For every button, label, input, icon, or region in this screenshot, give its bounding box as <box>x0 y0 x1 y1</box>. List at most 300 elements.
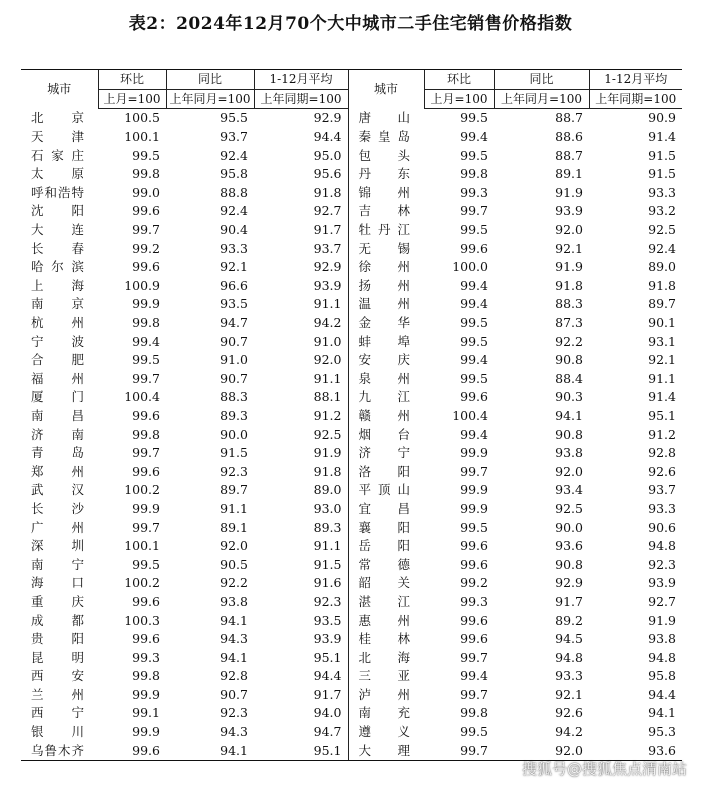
cell-city-left: 兰州 <box>31 686 84 702</box>
cell-avg-left: 92.3 <box>313 593 342 609</box>
cell-city-right: 惠州 <box>348 611 424 630</box>
table-row <box>21 518 682 537</box>
cell-city-right: 洛阳 <box>348 462 424 481</box>
cell-yoy-left: 93.7 <box>220 129 248 145</box>
table-row <box>21 462 682 481</box>
cell-mom-left: 99.6 <box>132 463 160 479</box>
cell-avg-right: 92.8 <box>648 445 676 461</box>
cell-avg-right: 93.2 <box>648 203 676 219</box>
table-row <box>21 667 682 686</box>
cell-city-right: 平顶山 <box>348 481 424 500</box>
cell-mom-right: 99.5 <box>460 315 488 331</box>
table-row <box>21 128 682 147</box>
cell-yoy-left: 90.5 <box>220 556 248 572</box>
cell-city-right: 岳阳 <box>348 537 424 556</box>
cell-yoy-right: 93.9 <box>555 203 583 219</box>
cell-yoy-left: 91.0 <box>220 352 248 368</box>
cell-avg-left: 89.0 <box>313 482 342 498</box>
cell-city-left: 重庆 <box>31 593 84 609</box>
cell-avg-left: 91.0 <box>313 333 342 349</box>
cell-yoy-left: 88.8 <box>220 184 248 200</box>
cell-yoy-left: 92.3 <box>220 463 248 479</box>
cell-avg-right: 94.4 <box>648 686 676 702</box>
cell-avg-right: 91.2 <box>648 426 676 442</box>
cell-avg-left: 91.8 <box>313 463 342 479</box>
header-avg-2: 1-12月平均 <box>589 70 682 90</box>
cell-city-right: 韶关 <box>348 574 424 593</box>
cell-city-left: 西宁 <box>31 705 84 721</box>
header-mom-base: 上月=100 <box>98 89 166 109</box>
cell-yoy-right: 92.1 <box>555 240 583 256</box>
cell-city-left: 长春 <box>31 240 84 256</box>
table-row <box>21 723 682 742</box>
cell-yoy-right: 90.8 <box>555 352 583 368</box>
header-mom: 环比 <box>98 70 166 90</box>
cell-avg-right: 93.3 <box>648 184 676 200</box>
cell-yoy-right: 91.9 <box>555 184 583 200</box>
cell-yoy-right: 90.3 <box>555 389 583 405</box>
cell-mom-left: 99.9 <box>132 686 160 702</box>
cell-mom-right: 99.5 <box>460 147 488 163</box>
table-row <box>21 370 682 389</box>
cell-city-right: 遵义 <box>348 723 424 742</box>
cell-avg-right: 92.7 <box>648 593 676 609</box>
cell-avg-right: 92.3 <box>648 556 676 572</box>
cell-yoy-left: 95.5 <box>220 110 248 126</box>
cell-avg-left: 95.1 <box>313 649 342 665</box>
table-row <box>21 444 682 463</box>
cell-mom-left: 99.8 <box>132 426 160 442</box>
cell-mom-right: 99.7 <box>460 463 488 479</box>
cell-yoy-left: 94.3 <box>220 724 248 740</box>
table-row <box>21 741 682 760</box>
cell-avg-right: 92.4 <box>648 240 676 256</box>
cell-city-right: 包头 <box>348 146 424 165</box>
cell-avg-left: 91.6 <box>313 575 342 591</box>
cell-mom-left: 100.1 <box>124 129 160 145</box>
cell-avg-right: 94.1 <box>648 705 676 721</box>
cell-yoy-right: 90.8 <box>555 426 583 442</box>
cell-avg-right: 95.8 <box>648 668 676 684</box>
cell-city-left: 福州 <box>31 370 84 386</box>
cell-city-right: 牡丹江 <box>348 221 424 240</box>
cell-avg-left: 88.1 <box>313 389 342 405</box>
cell-yoy-right: 87.3 <box>555 315 583 331</box>
cell-yoy-right: 91.8 <box>555 277 583 293</box>
cell-yoy-left: 94.7 <box>220 315 248 331</box>
cell-avg-left: 91.2 <box>313 407 342 423</box>
cell-yoy-right: 93.8 <box>555 445 583 461</box>
table-row <box>21 109 682 128</box>
cell-mom-right: 99.6 <box>460 556 488 572</box>
table-row <box>21 277 682 296</box>
cell-city-right: 桂林 <box>348 630 424 649</box>
table-row <box>21 202 682 221</box>
cell-city-right: 安庆 <box>348 351 424 370</box>
cell-yoy-left: 90.4 <box>220 222 248 238</box>
cell-city-right: 襄阳 <box>348 518 424 537</box>
cell-avg-left: 92.0 <box>313 352 342 368</box>
cell-city-left: 乌鲁木齐 <box>21 741 98 760</box>
cell-yoy-right: 93.6 <box>555 538 583 554</box>
cell-avg-left: 95.6 <box>313 166 342 182</box>
cell-yoy-left: 91.5 <box>220 445 248 461</box>
cell-city-right: 丹东 <box>348 165 424 184</box>
cell-city-right: 无锡 <box>348 239 424 258</box>
cell-city-left: 银川 <box>31 724 84 740</box>
cell-yoy-right: 92.1 <box>555 686 583 702</box>
cell-city-left: 天津 <box>31 129 84 145</box>
cell-mom-right: 99.7 <box>460 686 488 702</box>
cell-mom-left: 99.6 <box>98 741 166 760</box>
cell-avg-left: 91.7 <box>313 222 342 238</box>
cell-city-left: 济南 <box>31 426 84 442</box>
cell-city-left: 成都 <box>31 612 84 628</box>
cell-city-left: 南宁 <box>31 556 84 572</box>
cell-yoy-left: 89.1 <box>220 519 248 535</box>
cell-city-right: 宜昌 <box>348 500 424 519</box>
cell-mom-right: 99.2 <box>460 575 488 591</box>
cell-avg-left: 92.5 <box>313 426 342 442</box>
cell-city-left: 杭州 <box>31 315 84 331</box>
cell-mom-left: 100.2 <box>124 482 160 498</box>
cell-mom-right: 99.4 <box>460 129 488 145</box>
cell-city-left: 南昌 <box>31 407 84 423</box>
cell-mom-right: 99.4 <box>460 668 488 684</box>
cell-avg-right: 91.5 <box>648 147 676 163</box>
cell-city-left: 大连 <box>31 222 84 238</box>
cell-mom-left: 99.5 <box>132 556 160 572</box>
cell-avg-right: 91.5 <box>648 166 676 182</box>
cell-mom-right: 99.8 <box>460 166 488 182</box>
cell-mom-left: 99.6 <box>132 203 160 219</box>
cell-mom-right: 99.6 <box>460 240 488 256</box>
cell-avg-right: 95.1 <box>648 407 676 423</box>
cell-yoy-right: 91.7 <box>555 593 583 609</box>
cell-avg-right: 91.1 <box>648 370 676 386</box>
cell-yoy-right: 94.2 <box>555 724 583 740</box>
cell-yoy-left: 90.0 <box>220 426 248 442</box>
cell-mom-left: 99.7 <box>132 370 160 386</box>
cell-avg-left: 94.4 <box>313 129 342 145</box>
cell-city-right: 泉州 <box>348 370 424 389</box>
cell-avg-right: 89.7 <box>648 296 676 312</box>
cell-yoy-right: 88.4 <box>555 370 583 386</box>
cell-yoy-left: 94.3 <box>220 631 248 647</box>
cell-yoy-right: 94.5 <box>555 631 583 647</box>
cell-avg-right: 93.1 <box>648 333 676 349</box>
table-header <box>21 70 682 109</box>
cell-city-left: 太原 <box>31 166 84 182</box>
cell-city-left: 郑州 <box>31 463 84 479</box>
cell-mom-right: 99.5 <box>460 370 488 386</box>
cell-city-left: 青岛 <box>31 445 84 461</box>
cell-yoy-right: 89.1 <box>555 166 583 182</box>
cell-avg-right: 93.8 <box>648 631 676 647</box>
cell-yoy-right: 94.8 <box>555 649 583 665</box>
cell-yoy-right: 91.9 <box>555 259 583 275</box>
cell-mom-left: 99.1 <box>132 705 160 721</box>
cell-mom-left: 99.9 <box>132 500 160 516</box>
cell-city-left: 宁波 <box>31 333 84 349</box>
cell-mom-right: 99.4 <box>460 277 488 293</box>
header-yoy-2: 同比 <box>494 70 589 90</box>
cell-avg-left: 95.0 <box>313 147 342 163</box>
table-row <box>21 555 682 574</box>
cell-mom-left: 99.9 <box>132 724 160 740</box>
cell-mom-left: 99.4 <box>132 333 160 349</box>
table-row <box>21 184 682 203</box>
cell-mom-left: 99.5 <box>132 147 160 163</box>
cell-city-right: 泸州 <box>348 686 424 705</box>
header-avg-base-2: 上年同期=100 <box>589 89 682 109</box>
cell-yoy-right: 88.6 <box>555 129 583 145</box>
table-row <box>21 351 682 370</box>
cell-avg-right: 89.0 <box>648 259 676 275</box>
header-city-2: 城市 <box>348 70 424 109</box>
price-index-table <box>21 69 682 761</box>
cell-yoy-right: 90.8 <box>555 556 583 572</box>
cell-yoy-right: 92.9 <box>555 575 583 591</box>
cell-yoy-left: 92.2 <box>220 575 248 591</box>
cell-avg-right: 90.9 <box>648 110 676 126</box>
cell-mom-right: 99.5 <box>460 333 488 349</box>
cell-city-right: 九江 <box>348 388 424 407</box>
cell-avg-left: 91.1 <box>313 296 342 312</box>
cell-mom-right: 99.7 <box>460 203 488 219</box>
cell-mom-right: 99.3 <box>460 184 488 200</box>
cell-avg-left: 93.9 <box>313 277 342 293</box>
cell-avg-left: 93.5 <box>313 612 342 628</box>
cell-yoy-left: 93.8 <box>220 593 248 609</box>
cell-avg-right: 94.8 <box>648 649 676 665</box>
cell-yoy-left: 95.8 <box>220 166 248 182</box>
cell-yoy-right: 89.2 <box>555 612 583 628</box>
cell-mom-right: 99.5 <box>460 222 488 238</box>
table-row <box>21 686 682 705</box>
watermark: 搜狐号@搜狐焦点渭南站 <box>521 760 687 778</box>
cell-city-right: 吉林 <box>348 202 424 221</box>
cell-yoy-left: 96.6 <box>220 277 248 293</box>
cell-avg-right: 91.9 <box>648 612 676 628</box>
cell-city-left: 武汉 <box>31 482 84 498</box>
table-row <box>21 407 682 426</box>
cell-avg-right: 90.1 <box>648 315 676 331</box>
cell-yoy-left: 89.7 <box>220 482 248 498</box>
cell-mom-right: 100.0 <box>452 259 488 275</box>
table-row <box>21 537 682 556</box>
cell-city-right: 湛江 <box>348 593 424 612</box>
cell-yoy-left: 92.3 <box>220 705 248 721</box>
cell-avg-left: 94.2 <box>313 315 342 331</box>
cell-city-left: 哈尔滨 <box>31 259 84 275</box>
cell-city-left: 呼和浩特 <box>31 184 84 200</box>
cell-mom-right: 99.9 <box>460 445 488 461</box>
cell-avg-right: 93.9 <box>648 575 676 591</box>
cell-mom-right: 99.4 <box>460 352 488 368</box>
cell-mom-left: 100.2 <box>124 575 160 591</box>
cell-mom-left: 99.8 <box>132 315 160 331</box>
cell-city-right: 赣州 <box>348 407 424 426</box>
table-row <box>21 425 682 444</box>
cell-avg-left: 91.1 <box>313 370 342 386</box>
cell-mom-left: 99.7 <box>132 519 160 535</box>
cell-city-right: 扬州 <box>348 277 424 296</box>
table-row <box>21 165 682 184</box>
cell-yoy-left: 93.5 <box>220 296 248 312</box>
cell-city-right: 金华 <box>348 314 424 333</box>
cell-avg-left: 93.0 <box>313 500 342 516</box>
cell-mom-right: 100.4 <box>452 407 488 423</box>
table-row <box>21 221 682 240</box>
cell-mom-right: 99.5 <box>460 519 488 535</box>
cell-city-right: 徐州 <box>348 258 424 277</box>
cell-avg-left: 95.1 <box>254 741 348 760</box>
cell-mom-left: 99.6 <box>132 407 160 423</box>
cell-city-left: 广州 <box>31 519 84 535</box>
cell-mom-left: 100.3 <box>124 612 160 628</box>
cell-yoy-left: 90.7 <box>220 333 248 349</box>
cell-mom-right: 99.7 <box>460 649 488 665</box>
cell-city-left: 深圳 <box>31 538 84 554</box>
cell-avg-left: 91.7 <box>313 686 342 702</box>
cell-city-right: 济宁 <box>348 444 424 463</box>
cell-yoy-right: 94.1 <box>555 407 583 423</box>
cell-city-left: 南京 <box>31 296 84 312</box>
header-yoy-base-2: 上年同月=100 <box>494 89 589 109</box>
cell-yoy-left: 94.1 <box>220 612 248 628</box>
table-row <box>21 574 682 593</box>
cell-yoy-left: 94.1 <box>220 649 248 665</box>
header-yoy-base: 上年同月=100 <box>166 89 254 109</box>
cell-avg-left: 91.5 <box>313 556 342 572</box>
table-row <box>21 388 682 407</box>
table-row <box>21 648 682 667</box>
cell-city-left: 海口 <box>31 575 84 591</box>
cell-city-right: 温州 <box>348 295 424 314</box>
cell-avg-right: 95.3 <box>648 724 676 740</box>
cell-yoy-right: 93.3 <box>555 668 583 684</box>
cell-avg-left: 91.9 <box>313 445 342 461</box>
cell-yoy-right: 88.3 <box>555 296 583 312</box>
table-row <box>21 295 682 314</box>
cell-avg-right: 94.8 <box>648 538 676 554</box>
cell-mom-right: 99.9 <box>460 500 488 516</box>
cell-city-right: 秦皇岛 <box>348 128 424 147</box>
cell-avg-right: 91.4 <box>648 389 676 405</box>
cell-mom-left: 99.7 <box>132 222 160 238</box>
header-avg: 1-12月平均 <box>254 70 348 90</box>
cell-yoy-right: 92.0 <box>494 741 589 760</box>
cell-yoy-right: 92.2 <box>555 333 583 349</box>
table-row <box>21 593 682 612</box>
cell-yoy-left: 90.7 <box>220 370 248 386</box>
cell-avg-left: 92.7 <box>313 203 342 219</box>
cell-city-left: 合肥 <box>31 352 84 368</box>
cell-mom-right: 99.4 <box>460 296 488 312</box>
cell-city-right: 常德 <box>348 555 424 574</box>
cell-yoy-left: 92.4 <box>220 147 248 163</box>
cell-avg-left: 94.7 <box>313 724 342 740</box>
cell-avg-left: 93.7 <box>313 240 342 256</box>
cell-yoy-left: 94.1 <box>166 741 254 760</box>
cell-avg-right: 91.4 <box>648 129 676 145</box>
table-title: 表2：2024年12月70个大中城市二手住宅销售价格指数 <box>128 14 573 34</box>
header-yoy: 同比 <box>166 70 254 90</box>
header-avg-base: 上年同期=100 <box>254 89 348 109</box>
cell-mom-left: 100.5 <box>124 110 160 126</box>
table-row <box>21 481 682 500</box>
cell-mom-left: 100.9 <box>124 277 160 293</box>
cell-mom-right: 99.6 <box>460 538 488 554</box>
cell-yoy-left: 89.3 <box>220 407 248 423</box>
cell-city-right: 南充 <box>348 704 424 723</box>
cell-mom-right: 99.8 <box>460 705 488 721</box>
header-mom-2: 环比 <box>424 70 494 90</box>
table-row <box>21 258 682 277</box>
cell-yoy-right: 92.5 <box>555 500 583 516</box>
cell-mom-left: 99.6 <box>132 631 160 647</box>
cell-city-left: 长沙 <box>31 500 84 516</box>
cell-avg-left: 94.0 <box>313 705 342 721</box>
cell-mom-left: 99.0 <box>132 184 160 200</box>
cell-mom-right: 99.5 <box>460 110 488 126</box>
cell-mom-right: 99.9 <box>460 482 488 498</box>
cell-yoy-left: 92.0 <box>220 538 248 554</box>
header-city: 城市 <box>21 70 98 109</box>
cell-avg-right: 93.7 <box>648 482 676 498</box>
table-row <box>21 630 682 649</box>
cell-yoy-left: 92.4 <box>220 203 248 219</box>
table-row <box>21 500 682 519</box>
cell-yoy-right: 93.4 <box>555 482 583 498</box>
cell-avg-left: 94.4 <box>313 668 342 684</box>
cell-yoy-left: 88.3 <box>220 389 248 405</box>
cell-mom-left: 99.2 <box>132 240 160 256</box>
cell-city-right: 唐山 <box>348 109 424 128</box>
cell-mom-left: 99.6 <box>132 593 160 609</box>
cell-yoy-left: 92.8 <box>220 668 248 684</box>
cell-avg-right: 92.5 <box>648 222 676 238</box>
table-row <box>21 704 682 723</box>
cell-avg-right: 90.6 <box>648 519 676 535</box>
cell-avg-left: 93.9 <box>313 631 342 647</box>
cell-city-right: 锦州 <box>348 184 424 203</box>
cell-city-right: 蚌埠 <box>348 332 424 351</box>
cell-city-left: 贵阳 <box>31 631 84 647</box>
cell-avg-right: 92.6 <box>648 463 676 479</box>
cell-yoy-right: 90.0 <box>555 519 583 535</box>
header-mom-base-2: 上月=100 <box>424 89 494 109</box>
cell-avg-left: 92.9 <box>313 110 342 126</box>
cell-city-right: 烟台 <box>348 425 424 444</box>
cell-avg-left: 91.8 <box>313 184 342 200</box>
cell-yoy-left: 93.3 <box>220 240 248 256</box>
table-row <box>21 314 682 333</box>
cell-mom-right: 99.6 <box>460 389 488 405</box>
cell-city-left: 厦门 <box>31 389 84 405</box>
table-row <box>21 611 682 630</box>
cell-city-left: 北京 <box>31 110 84 126</box>
cell-yoy-right: 92.0 <box>555 222 583 238</box>
cell-yoy-right: 92.6 <box>555 705 583 721</box>
cell-avg-right: 92.1 <box>648 352 676 368</box>
cell-city-right: 大理 <box>348 741 424 760</box>
cell-yoy-right: 88.7 <box>555 110 583 126</box>
cell-avg-left: 91.1 <box>313 538 342 554</box>
table-row <box>21 332 682 351</box>
cell-yoy-left: 91.1 <box>220 500 248 516</box>
